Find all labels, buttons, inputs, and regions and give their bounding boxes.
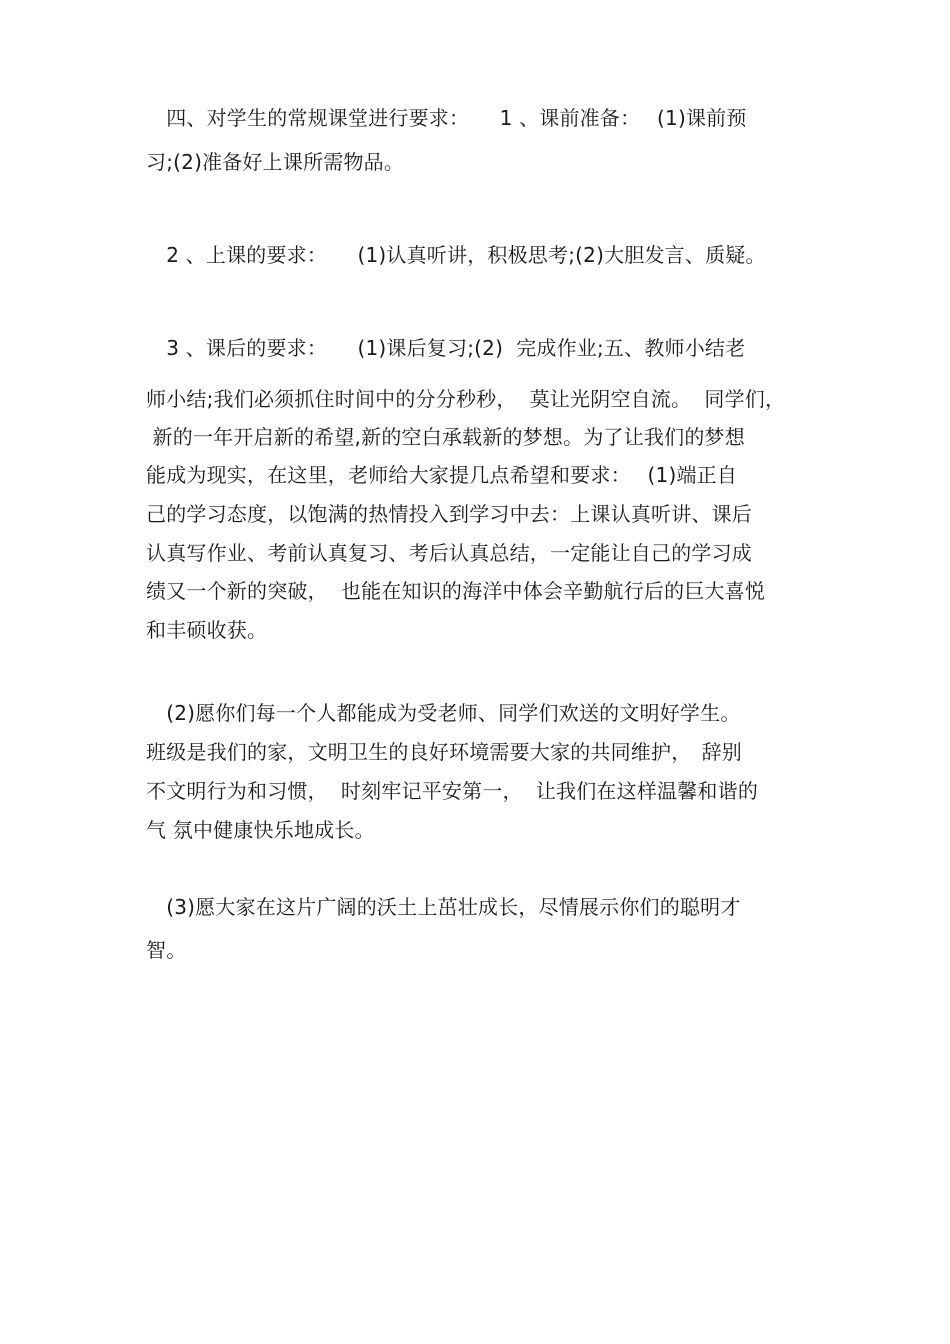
paragraph-line: 己的学习态度，以饱满的热情投入到学习中去：上课认真听讲、课后 [146,502,752,526]
paragraph-line: 新的一年开启新的希望,新的空白承载新的梦想。为了让我们的梦想 [146,425,745,449]
paragraph-line: 智。 [146,938,187,962]
paragraph-line: 认真写作业、考前认真复习、考后认真总结，一定能让自己的学习成 [146,541,752,565]
paragraph-line: 3 、课后的要求： (1)课后复习;(2) 完成作业;五、教师小结老 [146,336,746,360]
paragraph-line: 习;(2)准备好上课所需物品。 [146,150,405,174]
paragraph-line: 班级是我们的家，文明卫生的良好环境需要大家的共同维护， 辞别 [146,740,742,764]
paragraph-line: 四、对学生的常规课堂进行要求： 1 、课前准备： (1)课前预 [146,106,747,130]
paragraph-line: 2 、上课的要求： (1)认真听讲，积极思考;(2)大胆发言、质疑。 [146,243,766,267]
paragraph-line: (3)愿大家在这片广阔的沃土上茁壮成长，尽情展示你们的聪明才 [146,895,741,919]
paragraph-line: 师小结;我们必须抓住时间中的分分秒秒， 莫让光阴空自流。 同学们， [146,387,786,411]
paragraph-line: 气 氛中健康快乐地成长。 [146,818,375,842]
paragraph-line: 绩又一个新的突破， 也能在知识的海洋中体会辛勤航行后的巨大喜悦 [146,579,766,603]
paragraph-line: 不文明行为和习惯， 时刻牢记平安第一， 让我们在这样温馨和谐的 [146,779,759,803]
paragraph-line: (2)愿你们每一个人都能成为受老师、同学们欢送的文明好学生。 [146,701,741,725]
paragraph-line: 能成为现实，在这里，老师给大家提几点希望和要求： (1)端正自 [146,463,738,487]
paragraph-line: 和丰硕收获。 [146,618,268,642]
